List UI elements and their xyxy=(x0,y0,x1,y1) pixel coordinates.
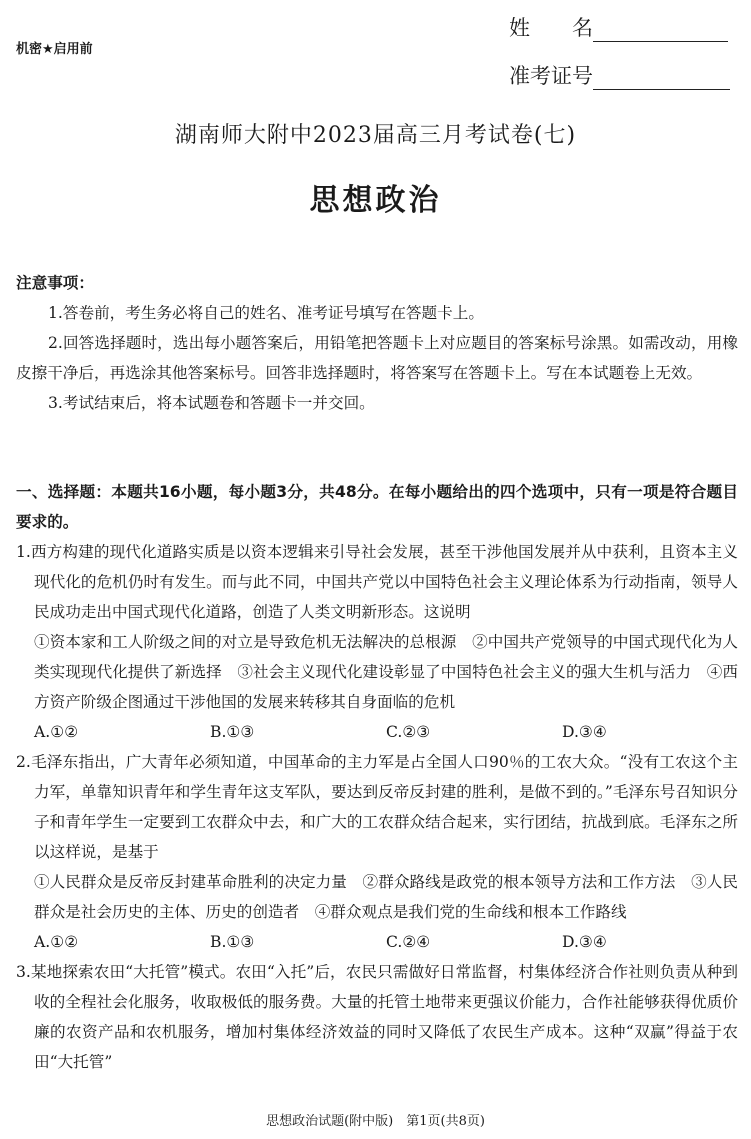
question-2-options xyxy=(16,927,738,957)
subject-title: 思想政治 xyxy=(309,183,442,218)
question-2-stem: 2.毛泽东指出，广大青年必须知道，中国革命的主力军是占全国人口90％的工农大众。“没有工农这个主力军，单靠知识青年和学生青年这支军队，要达到反帝反封建的胜利，是做不到的。”毛泽东号召知识分子和青年学生一定要到工农群众中去，和广大的工农群众结合起来，实行团结，抗战到底。毛泽东之所以这样说，是基于 xyxy=(16,753,738,861)
exam-number-field xyxy=(509,60,730,90)
note-item: 2.回答选择题时，选出每小题答案后，用铅笔把答题卡上对应题目的答案标号涂黑。如需改动，用橡皮擦干净后，再选涂其他答案标号。回答非选择题时，将答案写在答题卡上。写在本试题卷上无效。 xyxy=(16,334,738,382)
notes-block xyxy=(16,268,738,418)
option-b: B.①③ xyxy=(210,723,255,741)
section-heading: 一、选择题：本题共16小题，每小题3分，共48分。在每小题给出的四个选项中，只有一项是符合题目要求的。 xyxy=(16,483,738,531)
name-input-line[interactable] xyxy=(593,19,728,42)
exam-number-input-line[interactable] xyxy=(593,67,730,90)
confidential-label: 机密★启用前 xyxy=(16,42,93,57)
option-c: C.②④ xyxy=(386,933,431,951)
exam-number-label: 准考证号 xyxy=(509,64,593,88)
notes-heading: 注意事项： xyxy=(16,274,94,292)
question-1-stem: 1.西方构建的现代化道路实质是以资本逻辑来引导社会发展，甚至干涉他国发展并从中获利，且资本主义现代化的危机仍时有发生。而与此不同，中国共产党以中国特色社会主义理论体系为行动指南，领导人民成功走出中国式现代化道路，创造了人类文明新形态。这说明 xyxy=(16,543,738,621)
question-2-statements: ①人民群众是反帝反封建革命胜利的决定力量 ②群众路线是政党的根本领导方法和工作方法 ③人民群众是社会历史的主体、历史的创造者 ④群众观点是我们党的生命线和根本工作路线 xyxy=(34,873,738,921)
option-a: A.①② xyxy=(34,723,79,741)
name-field xyxy=(509,12,728,42)
note-item: 1.答卷前，考生务必将自己的姓名、准考证号填写在答题卡上。 xyxy=(48,304,484,322)
question-3-stem: 3.某地探索农田“大托管”模式。农田“入托”后，农民只需做好日常监督，村集体经济合作社则负责从种到收的全程社会化服务，收取极低的服务费。大量的托管土地带来更强议价能力，合作社能够获得优质价廉的农资产品和农机服务，增加村集体经济效益的同时又降低了农民生产成本。这种“双赢”得益于农田“大托管” xyxy=(16,963,738,1071)
page-footer: 思想政治试题(附中版) 第1页(共8页) xyxy=(266,1114,485,1129)
exam-title: 湖南师大附中2023届高三月考试卷(七) xyxy=(174,123,577,148)
question-1-statements: ①资本家和工人阶级之间的对立是导致危机无法解决的总根源 ②中国共产党领导的中国式现代化为人类实现现代化提供了新选择 ③社会主义现代化建设彰显了中国特色社会主义的强大生机与活力 ④西方资产阶级企图通过干涉他国的发展来转移其自身面临的危机 xyxy=(34,633,738,711)
name-label: 姓 名 xyxy=(509,16,593,40)
option-a: A.①② xyxy=(34,933,79,951)
questions-block xyxy=(16,477,738,1077)
note-item: 3.考试结束后，将本试题卷和答题卡一并交回。 xyxy=(48,394,375,412)
option-d: D.③④ xyxy=(562,933,607,951)
option-d: D.③④ xyxy=(562,723,607,741)
option-b: B.①③ xyxy=(210,933,255,951)
option-c: C.②③ xyxy=(386,723,431,741)
question-1-options xyxy=(16,717,738,747)
